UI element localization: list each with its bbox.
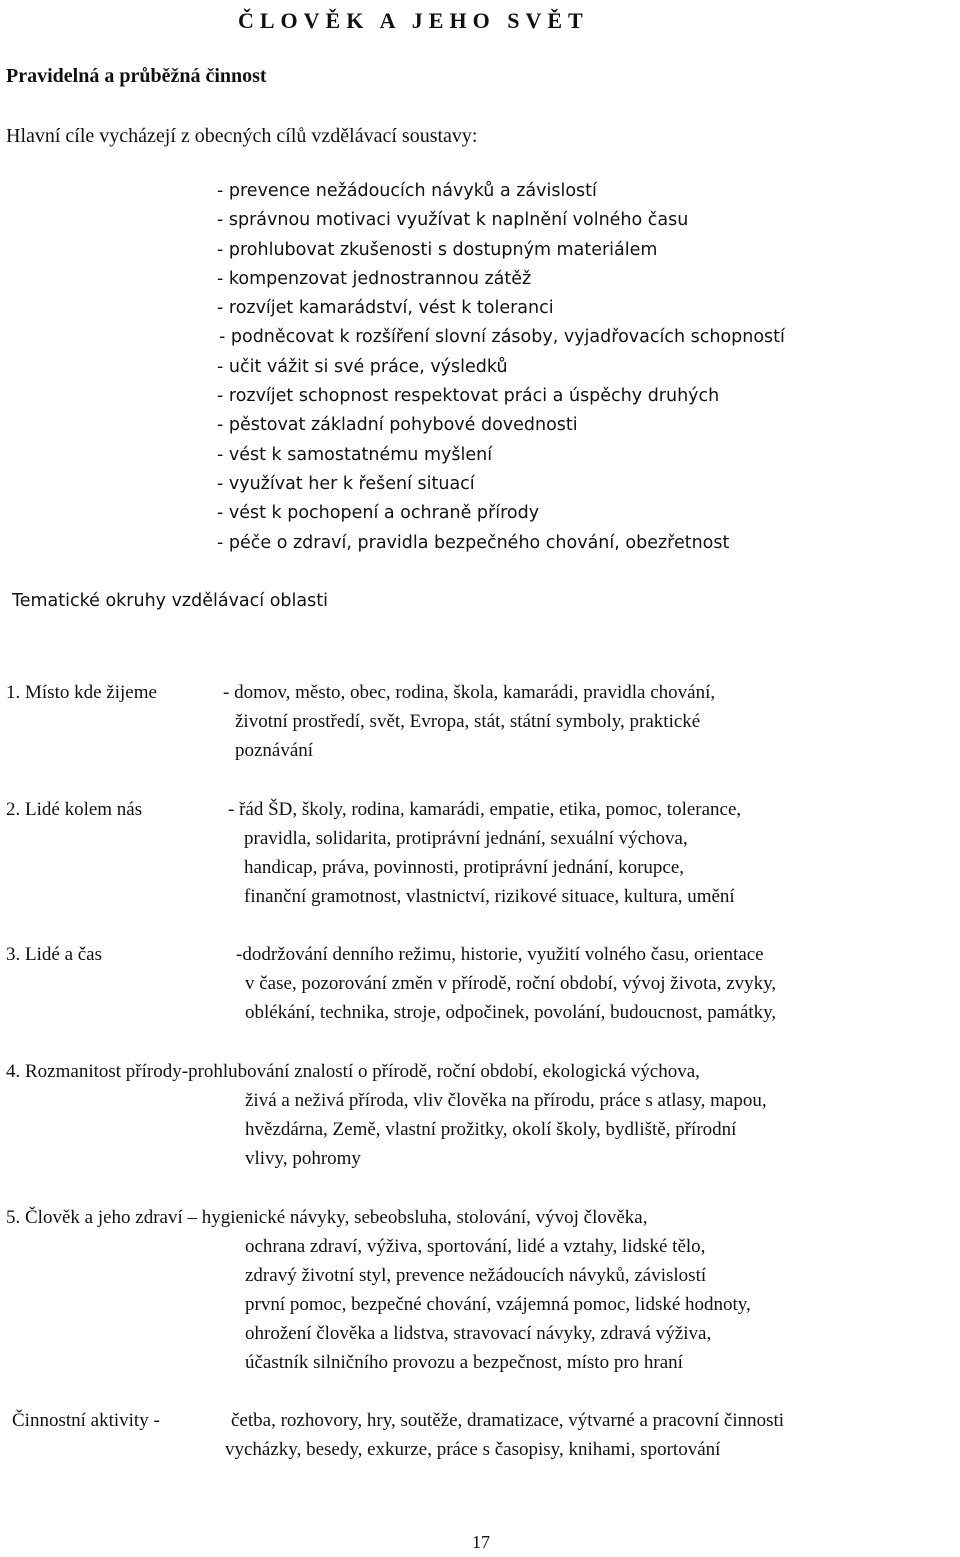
activities-line: vycházky, besedy, exkurze, práce s časopisy, knihami, sportování: [225, 1439, 721, 1460]
goal-item: - vést k samostatnému myšlení: [217, 444, 493, 465]
topic-line: živá a neživá příroda, vliv člověka na přírodu, práce s atlasy, mapou,: [245, 1090, 767, 1111]
goal-item: - prevence nežádoucích návyků a závislostí: [217, 181, 597, 201]
goal-item: - pěstovat základní pohybové dovednosti: [217, 415, 578, 436]
topic-label: 3. Lidé a čas: [6, 944, 103, 965]
goal-item: - péče o zdraví, pravidla bezpečného chování, obezřetnost: [217, 532, 730, 553]
page-number: 17: [472, 1532, 490, 1552]
topic-line: hygienické návyky, sebeobsluha, stolování, vývoj člověka,: [201, 1207, 648, 1228]
topic-line: zdravý životní styl, prevence nežádoucích návyků, závislostí: [245, 1265, 707, 1286]
goal-item: - rozvíjet schopnost respektovat práci a úspěchy druhých: [217, 386, 720, 407]
goal-item: - kompenzovat jednostrannou zátěž: [217, 268, 532, 289]
goal-item: - prohlubovat zkušenosti s dostupným materiálem: [217, 239, 658, 260]
topic-label: 2. Lidé kolem nás: [6, 799, 143, 820]
topic-line: účastník silničního provozu a bezpečnost, místo pro hraní: [245, 1352, 683, 1373]
activities-text: [225, 1406, 784, 1464]
document-title: ČLOVĚK A JEHO SVĚT: [238, 8, 589, 33]
goal-item: - učit vážit si své práce, výsledků: [217, 356, 508, 377]
topic-text: [228, 795, 741, 911]
topic-label: 5. Člověk a jeho zdraví –: [6, 1207, 202, 1228]
topic-label: 1. Místo kde žijeme: [6, 682, 157, 703]
goals-list: [217, 177, 785, 558]
activities-line: četba, rozhovory, hry, soutěže, dramatizace, výtvarné a pracovní činnosti: [231, 1410, 785, 1431]
goal-item: - využívat her k řešení situací: [217, 473, 475, 494]
topic-line: první pomoc, bezpečné chování, vzájemná pomoc, lidské hodnoty,: [245, 1294, 751, 1315]
topic-line: [6, 1057, 767, 1086]
topic-line: prohlubování znalostí o přírodě, roční období, ekologická výchova,: [188, 1061, 700, 1082]
topic-line: vlivy, pohromy: [245, 1148, 361, 1169]
topic-line: - řád ŠD, školy, rodina, kamarádi, empatie, etika, pomoc, tolerance,: [228, 799, 742, 820]
topic-text: [223, 678, 715, 765]
topic-text: [236, 940, 776, 1027]
topic-line: ohrožení člověka a lidstva, stravovací návyky, zdravá výživa,: [245, 1323, 712, 1344]
intro-text: Hlavní cíle vycházejí z obecných cílů vzdělávací soustavy:: [6, 125, 478, 147]
topic-line: poznávání: [235, 740, 314, 761]
goal-item: - podněcovat k rozšíření slovní zásoby, vyjadřovacích schopností: [219, 327, 785, 348]
topic-text: [6, 1203, 751, 1377]
topic-line: ochrana zdraví, výživa, sportování, lidé a vztahy, lidské tělo,: [245, 1236, 706, 1257]
topic-line: -dodržování denního režimu, historie, využití volného času, orientace: [236, 944, 764, 965]
topic-label: 4. Rozmanitost přírody-: [6, 1061, 189, 1082]
goal-item: - rozvíjet kamarádství, vést k toleranci: [217, 298, 554, 319]
goal-item: - vést k pochopení a ochraně přírody: [217, 503, 540, 524]
topic-text: [6, 1057, 767, 1173]
topic-line: oblékání, technika, stroje, odpočinek, povolání, budoucnost, památky,: [245, 1002, 777, 1023]
activities-label: Činnostní aktivity -: [12, 1410, 160, 1431]
section-subtitle: Pravidelná a průběžná činnost: [6, 65, 267, 87]
topic-line: životní prostředí, svět, Evropa, stát, státní symboly, praktické: [235, 711, 701, 732]
topic-line: handicap, práva, povinnosti, protiprávní jednání, korupce,: [244, 857, 685, 878]
goal-item: - správnou motivaci využívat k naplnění volného času: [217, 210, 689, 231]
topic-line: - domov, město, obec, rodina, škola, kamarádi, pravidla chování,: [223, 682, 716, 703]
themes-heading: Tematické okruhy vzdělávací oblasti: [12, 591, 328, 611]
topic-line: finanční gramotnost, vlastnictví, rizikové situace, kultura, umění: [244, 886, 735, 907]
topic-line: [6, 1203, 751, 1232]
topic-line: hvězdárna, Země, vlastní prožitky, okolí školy, bydliště, přírodní: [245, 1119, 737, 1140]
topic-line: pravidla, solidarita, protiprávní jednání, sexuální výchova,: [244, 828, 688, 849]
topic-line: v čase, pozorování změn v přírodě, roční období, vývoj života, zvyky,: [245, 973, 777, 994]
